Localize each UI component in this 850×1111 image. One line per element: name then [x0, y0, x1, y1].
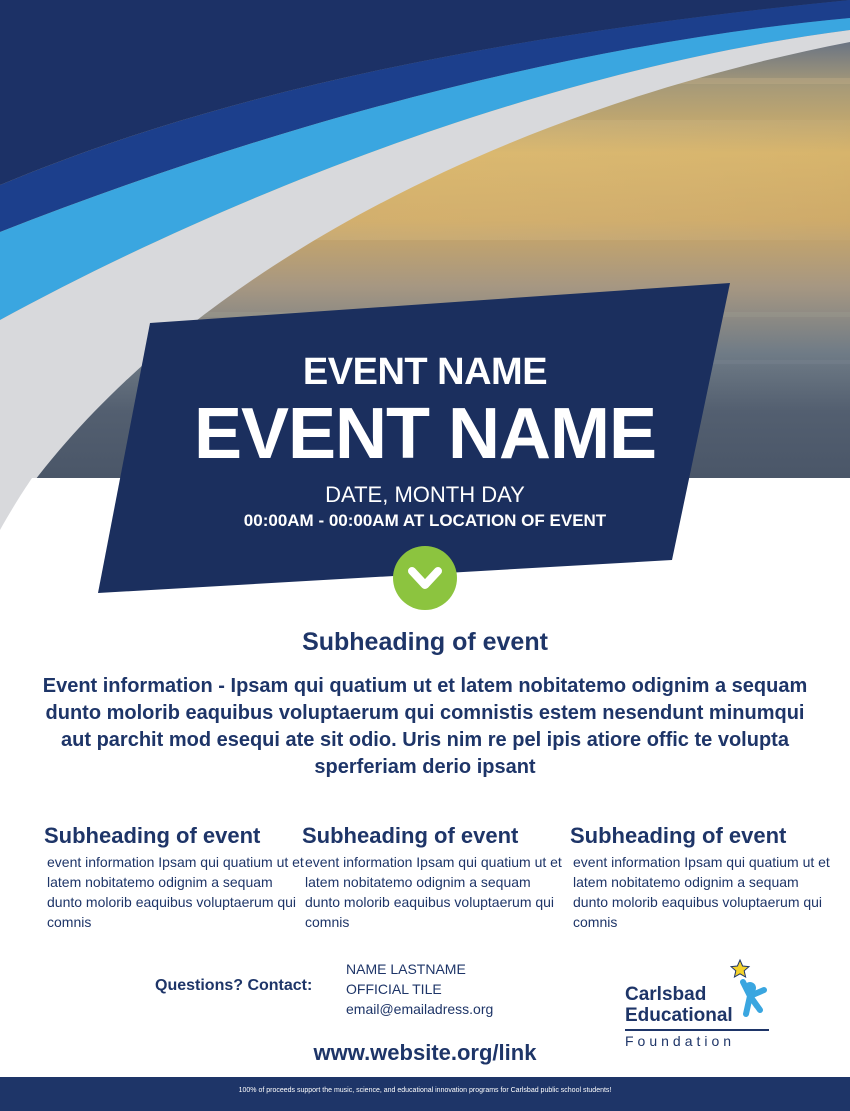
contact-details [346, 959, 493, 1019]
column-text: event information Ipsam qui quatium ut et latem nobitatemo odignim a sequam dunto molorib eaquibus voluptaerum qui comnis [47, 854, 304, 930]
column-heading: Subheading of event [302, 823, 519, 848]
event-name-small: EVENT NAME [302, 351, 548, 393]
logo-divider [625, 1029, 769, 1031]
foundation-logo [620, 958, 780, 1052]
column-text: event information Ipsam qui quatium ut et latem nobitatemo odignim a sequam dunto molorib eaquibus voluptaerum qui comnis [573, 854, 830, 930]
chevron-down-icon [393, 546, 457, 610]
logo-line-1: Carlsbad [625, 984, 707, 1005]
info-column-3 [570, 822, 830, 932]
column-heading: Subheading of event [44, 823, 261, 848]
event-time-location: 00:00AM - 00:00AM AT LOCATION OF EVENT [243, 511, 607, 530]
info-column-1 [44, 822, 304, 932]
child-star-icon [730, 958, 774, 1028]
contact-name: NAME LASTNAME [346, 961, 466, 977]
event-date: DATE, MONTH DAY [325, 482, 525, 507]
event-name-large: EVENT NAME [193, 394, 657, 474]
logo-line-3: Foundation [625, 1033, 736, 1049]
contact-label: Questions? Contact: [155, 977, 313, 994]
column-heading: Subheading of event [570, 823, 787, 848]
footer-text: 100% of proceeds support the music, science, and educational innovation programs for Carlsbad public school students! [238, 1087, 612, 1094]
footer-bar [0, 1077, 850, 1111]
main-subheading: Subheading of event [302, 628, 548, 656]
logo-line-2: Educational [625, 1005, 733, 1026]
contact-title: OFFICIAL TILE [346, 981, 442, 997]
column-text: event information Ipsam qui quatium ut et latem nobitatemo odignim a sequam dunto molorib eaquibus voluptaerum qui comnis [305, 854, 562, 930]
website-link[interactable]: www.website.org/link [313, 1040, 537, 1065]
info-column-2 [302, 822, 562, 932]
contact-email[interactable]: email@emailadress.org [346, 1001, 494, 1017]
event-information: Event information - Ipsam qui quatium ut et latem nobitatemo odignim a sequam dunto molorib eaquibus voluptaerum qui comnistis estem nesendunt minumqui aut parchit mod esequi ate sit odio. Uris nim re pel ipis atiore offic te volupta sperferiam derio ipsant [42, 675, 808, 778]
